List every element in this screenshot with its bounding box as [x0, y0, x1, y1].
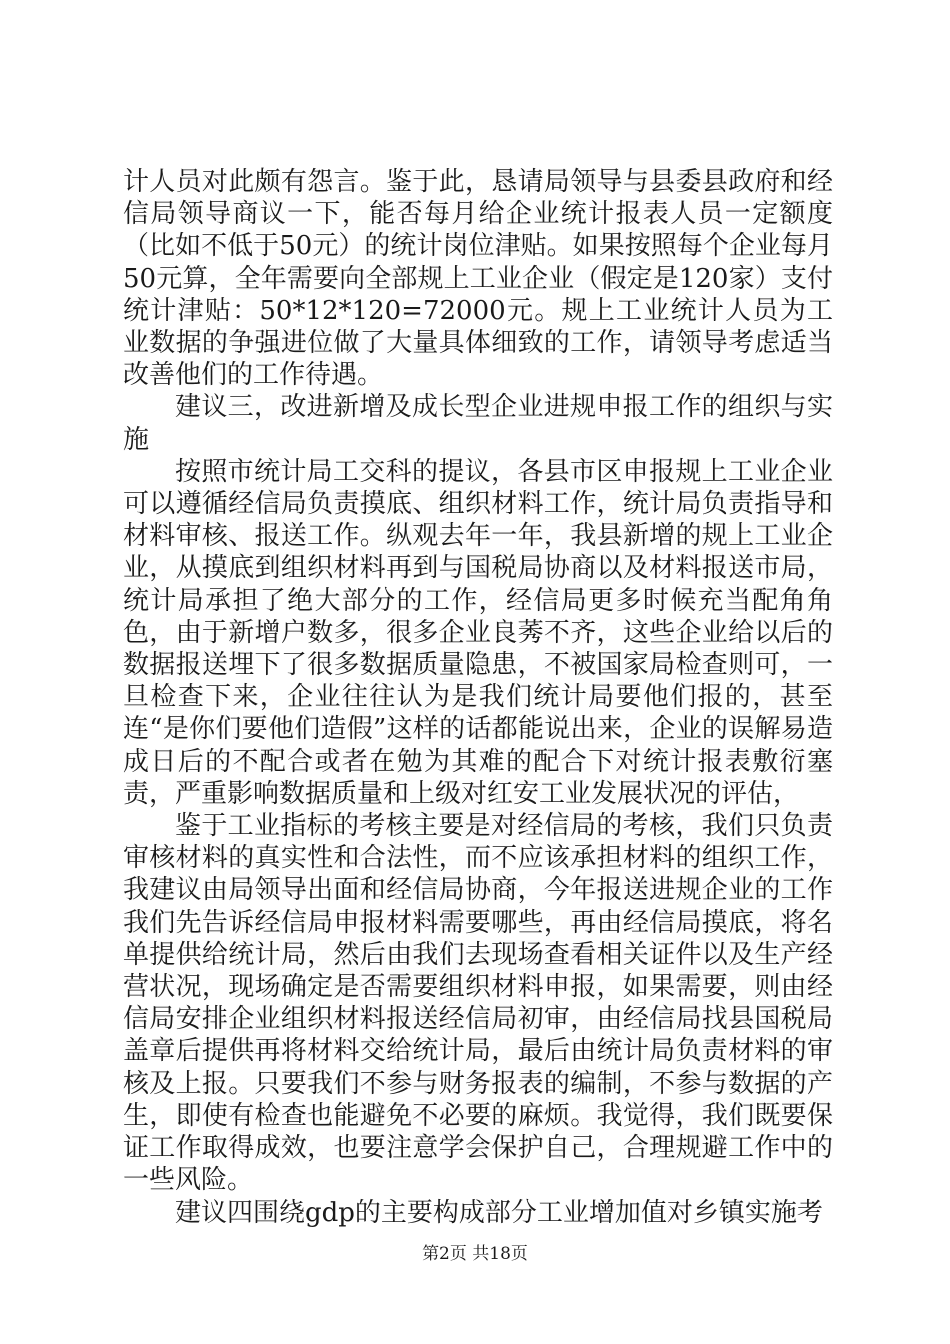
paragraph-2: 建议三，改进新增及成长型企业进规申报工作的组织与实施: [123, 392, 833, 455]
paragraph-5: 建议四围绕gdp的主要构成部分工业增加值对乡镇实施考: [175, 1197, 823, 1228]
paragraph-1: 计人员对此颇有怨言。鉴于此，恳请局领导与县委县政府和经信局领导商议一下，能否每月给企业统计报表人员一定额度（比如不低于50元）的统计岗位津贴。如果按照每个企业每月50元算，全年需要向全部规上工业企业（假定是120家）支付统计津贴：50*12*120=72000元。规上工业统计人员为工业数据的争强进位做了大量具体细致的工作，请领导考虑适当改善他们的工作待遇。: [123, 167, 833, 391]
page-number: 第2页 共18页: [422, 1244, 528, 1264]
document-body: [123, 166, 833, 1229]
page-footer: [0, 1243, 950, 1265]
paragraph-4: 鉴于工业指标的考核主要是对经信局的考核，我们只负责审核材料的真实性和合法性，而不应该承担材料的组织工作，我建议由局领导出面和经信局协商，今年报送进规企业的工作我们先告诉经信局申报材料需要哪些，再由经信局摸底，将名单提供给统计局，然后由我们去现场查看相关证件以及生产经营状况，现场确定是否需要组织材料申报，如果需要，则由经信局安排企业组织材料报送经信局初审，由经信局找县国税局盖章后提供再将材料交给统计局，最后由统计局负责材料的审核及上报。只要我们不参与财务报表的编制，不参与数据的产生，即使有检查也能避免不必要的麻烦。我觉得，我们既要保证工作取得成效，也要注意学会保护自己，合理规避工作中的一些风险。: [123, 811, 833, 1196]
paragraph-3: 按照市统计局工交科的提议，各县市区申报规上工业企业可以遵循经信局负责摸底、组织材料工作，统计局负责指导和材料审核、报送工作。纵观去年一年，我县新增的规上工业企业，从摸底到组织材料再到与国税局协商以及材料报送市局，统计局承担了绝大部分的工作，经信局更多时候充当配角角色，由于新增户数多，很多企业良莠不齐，这些企业给以后的数据报送埋下了很多数据质量隐患，不被国家局检查则可，一旦检查下来，企业往往认为是我们统计局要他们报的，甚至连“是你们要他们造假”这样的话都能说出来，企业的误解易造成日后的不配合或者在勉为其难的配合下对统计报表敷衍塞责，严重影响数据质量和上级对红安工业发展状况的评估，: [123, 456, 833, 809]
